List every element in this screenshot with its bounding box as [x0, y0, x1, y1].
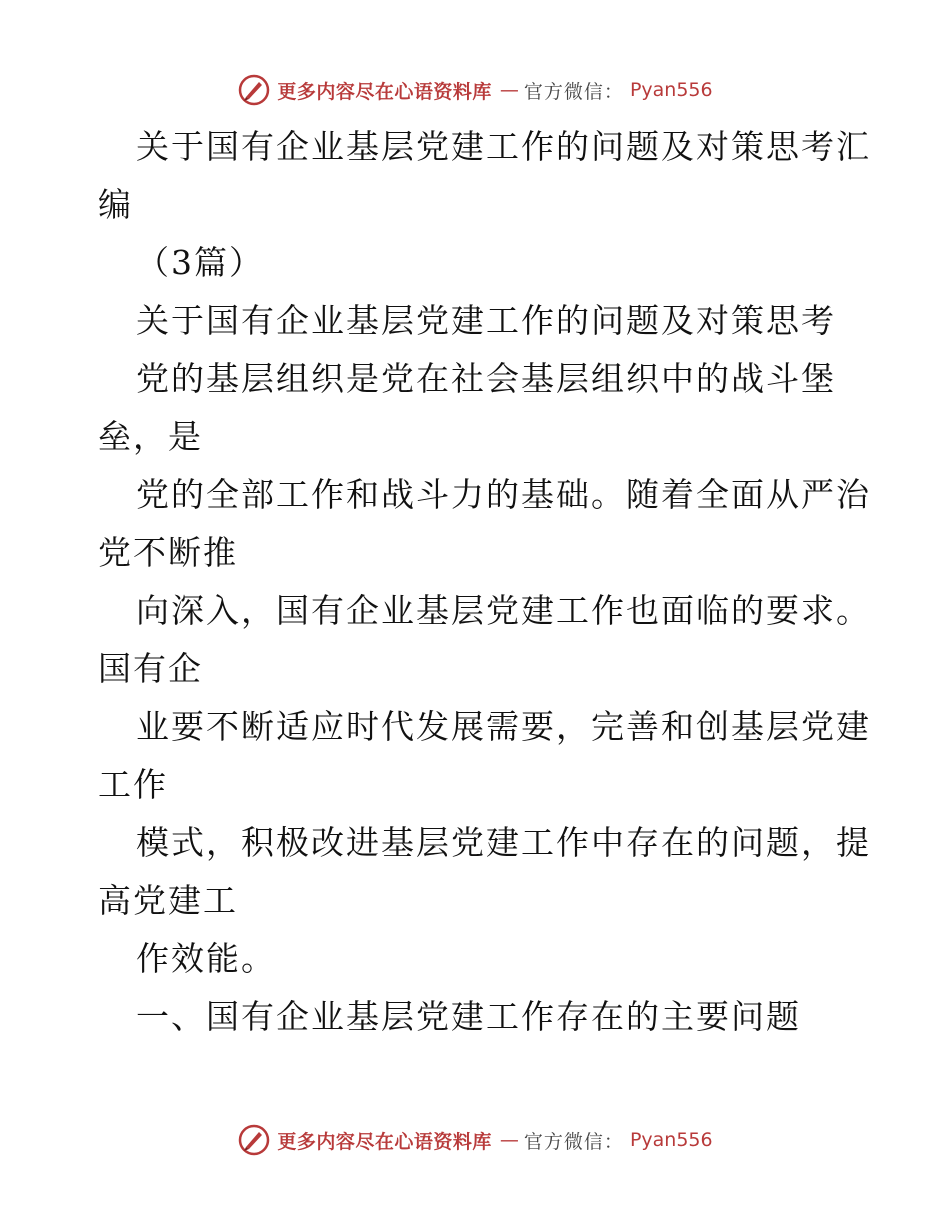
- text-line: 向深入，国有企业基层党建工作也面临的要求。: [136, 591, 871, 630]
- text-line: 编: [98, 185, 133, 224]
- text-line: 工作: [98, 765, 168, 804]
- text-line: 模式，积极改进基层党建工作中存在的问题，提: [136, 823, 871, 862]
- watermark-sub-text: 官方微信：: [523, 80, 624, 103]
- text-line: 党不断推: [98, 533, 238, 572]
- watermark-dash: —: [499, 1129, 516, 1151]
- document-body: [98, 118, 871, 1046]
- text-line: 国有企: [98, 649, 203, 688]
- watermark-wechat-id: Pyan556: [629, 1129, 713, 1151]
- text-line: 垒，是: [98, 417, 203, 456]
- watermark-sub-text: 官方微信：: [523, 1130, 624, 1153]
- watermark-wechat-id: Pyan556: [629, 79, 713, 101]
- header-watermark: [0, 70, 950, 110]
- text-line: 党的全部工作和战斗力的基础。随着全面从严治: [136, 475, 871, 514]
- quill-pen-logo-icon: [237, 1123, 271, 1157]
- text-line: 作效能。: [136, 939, 276, 978]
- text-line: （3篇）: [136, 243, 264, 282]
- watermark-dash: —: [499, 79, 516, 101]
- text-line: 党的基层组织是党在社会基层组织中的战斗堡: [136, 359, 836, 398]
- watermark-main-text: 更多内容尽在心语资料库: [277, 80, 492, 103]
- footer-watermark: [0, 1120, 950, 1160]
- text-line: 高党建工: [98, 881, 238, 920]
- text-line: 关于国有企业基层党建工作的问题及对策思考汇: [136, 127, 871, 166]
- quill-pen-logo-icon: [237, 73, 271, 107]
- text-line: 关于国有企业基层党建工作的问题及对策思考: [136, 301, 836, 340]
- watermark-main-text: 更多内容尽在心语资料库: [277, 1130, 492, 1153]
- text-line: 业要不断适应时代发展需要，完善和创基层党建: [136, 707, 871, 746]
- text-line: 一、国有企业基层党建工作存在的主要问题: [136, 997, 801, 1036]
